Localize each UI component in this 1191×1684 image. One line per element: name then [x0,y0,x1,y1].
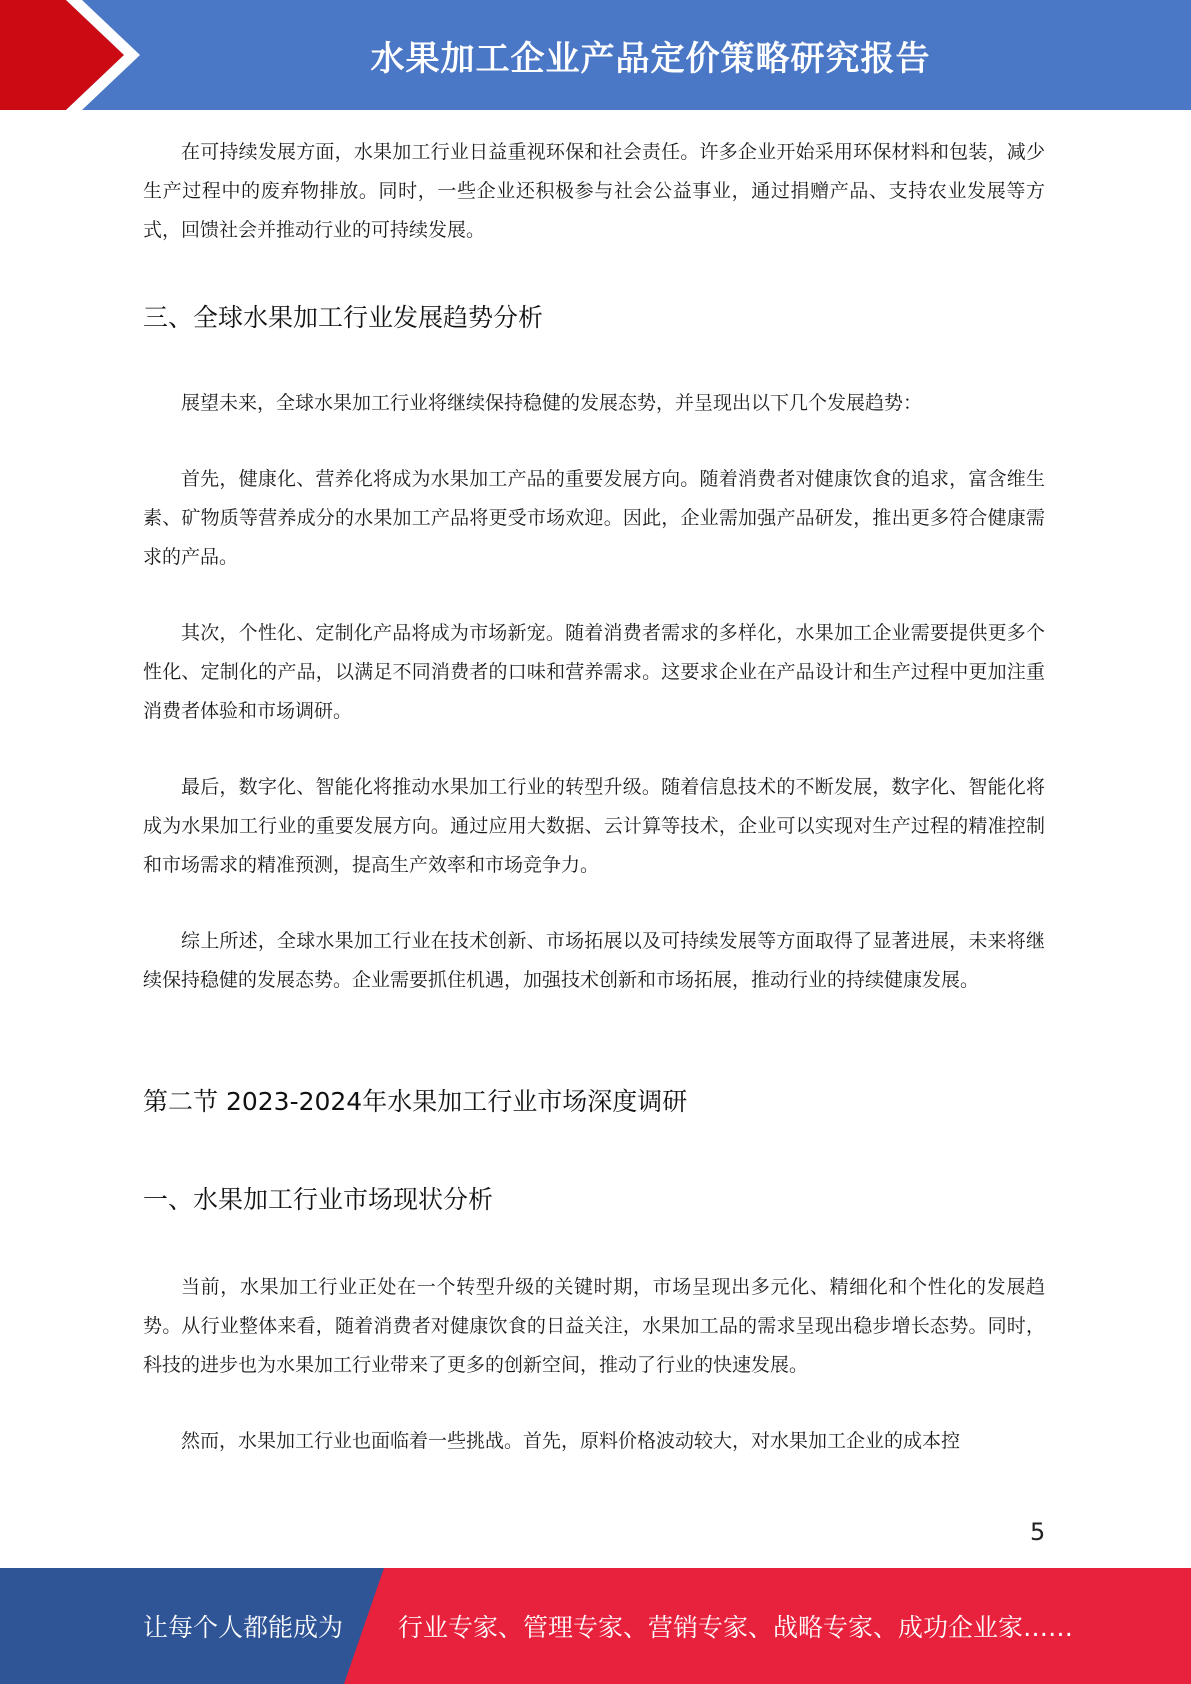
report-title: 水果加工企业产品定价策略研究报告 [370,38,931,79]
document-body [143,133,1045,1461]
page-header [0,0,1191,110]
paragraph-summary: 综上所述，全球水果加工行业在技术创新、市场拓展以及可持续发展等方面取得了显著进展，未来将继续保持稳健的发展态势。企业需要抓住机遇，加强技术创新和市场拓展，推动行业的持续健康发展。 [143,930,1045,991]
paragraph-sustainability: 在可持续发展方面，水果加工行业日益重视环保和社会责任。许多企业开始采用环保材料和包装，减少生产过程中的废弃物排放。同时，一些企业还积极参与社会公益事业，通过捐赠产品、支持农业发展等方式，回馈社会并推动行业的可持续发展。 [143,141,1045,241]
paragraph-trend-personalization: 其次，个性化、定制化产品将成为市场新宠。随着消费者需求的多样化，水果加工企业需要提供更多个性化、定制化的产品，以满足不同消费者的口味和营养需求。这要求企业在产品设计和生产过程中更加注重消费者体验和市场调研。 [143,622,1045,722]
header-chevron-decoration [0,0,150,110]
paragraph-trend-digital: 最后，数字化、智能化将推动水果加工行业的转型升级。随着信息技术的不断发展，数字化、智能化将成为水果加工行业的重要发展方向。通过应用大数据、云计算等技术，企业可以实现对生产过程的精准控制和市场需求的精准预测，提高生产效率和市场竞争力。 [143,776,1045,876]
paragraph-trend-health: 首先，健康化、营养化将成为水果加工产品的重要发展方向。随着消费者对健康饮食的追求，富含维生素、矿物质等营养成分的水果加工产品将更受市场欢迎。因此，企业需加强产品研发，推出更多符合健康需求的产品。 [143,468,1045,568]
footer-slogan-right: 行业专家、管理专家、营销专家、战略专家、成功企业家…… [398,1613,1074,1642]
section-heading-market-research: 第二节 2023-2024年水果加工行业市场深度调研 [143,1087,688,1116]
page-footer [0,1568,1191,1684]
paragraph-outlook: 展望未来，全球水果加工行业将继续保持稳健的发展态势，并呈现出以下几个发展趋势： [181,392,923,414]
subsection-heading-market-status: 一、水果加工行业市场现状分析 [143,1185,494,1214]
section-heading-global-trends: 三、全球水果加工行业发展趋势分析 [143,303,544,332]
paragraph-challenges: 然而，水果加工行业也面临着一些挑战。首先，原料价格波动较大，对水果加工企业的成本控 [181,1430,961,1452]
paragraph-market-status: 当前，水果加工行业正处在一个转型升级的关键时期，市场呈现出多元化、精细化和个性化的发展趋势。从行业整体来看，随着消费者对健康饮食的日益关注，水果加工品的需求呈现出稳步增长态势。同时，科技的进步也为水果加工行业带来了更多的创新空间，推动了行业的快速发展。 [143,1276,1045,1376]
page-number: 5 [1030,1518,1046,1546]
footer-slogan-left: 让每个人都能成为 [143,1613,344,1642]
